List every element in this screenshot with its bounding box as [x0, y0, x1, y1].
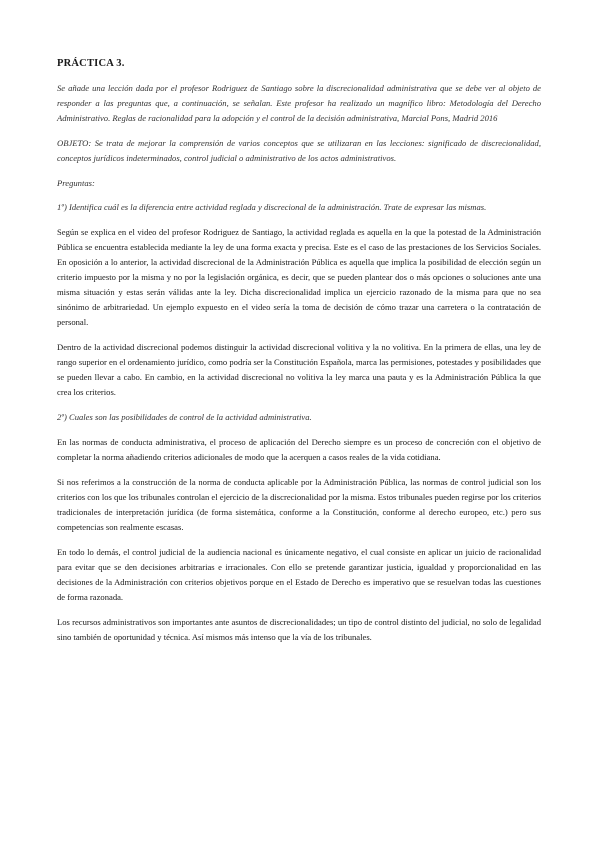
answer-2-paragraph-3: En todo lo demás, el control judicial de la audiencia nacional es únicamente negativo, el cual consiste en aplicar un juicio de racionalidad para evitar que se den decisiones arbitrarias e irracionales. Con ello se pretende garantizar justicia, igualdad y proporcionalidad en las decisiones de la Administración con criterios objetivos porque en el Estado de Derecho es imperativo que se resuelvan todas las cuestiones de forma razonada. — [57, 547, 541, 602]
answer-1-paragraph-2: Dentro de la actividad discrecional podemos distinguir la actividad discrecional volitiva y la no volitiva. En la primera de ellas, una ley de rango superior en el ordenamiento jurídico, como podría ser la Constitución Española, marca las permisiones, potestades y posibilidades que se pueden llevar a cabo. En cambio, en la actividad discrecional no volitiva la ley marca una pauta y es la Administración Pública la que crea los criterios. — [57, 342, 541, 397]
question-1: 1º) Identifica cuál es la diferencia entre actividad reglada y discrecional de la administración. Trate de expresar las mismas. — [57, 202, 487, 212]
question-2: 2º) Cuales son las posibilidades de control de la actividad administrativa. — [57, 412, 312, 422]
answer-2-paragraph-2: Si nos referimos a la construcción de la norma de conducta aplicable por la Administración Pública, las normas de control judicial son los criterios con los que los tribunales controlan el ejercicio de la discrecionalidad por la misma. Estos tribunales pueden regirse por los criterios tradicionales de interpretación jurídica (de forma sistemática, conforme a la Constitución, conforme al derecho europeo, etc.) pero sus competencias son realmente escasas. — [57, 477, 541, 532]
answer-2-paragraph-1: En las normas de conducta administrativa, el proceso de aplicación del Derecho siempre es un proceso de concreción con el objetivo de completar la norma añadiendo criterios adicionales de modo que la acerquen a casos reales de la vida cotidiana. — [57, 437, 541, 462]
document-body — [57, 58, 541, 655]
page-title: PRÁCTICA 3. — [57, 58, 125, 69]
answer-1-paragraph-1: Según se explica en el video del profesor Rodriguez de Santiago, la actividad reglada es aquella en la que la potestad de la Administración Pública se encuentra establecida mediante la ley de una forma exacta y precisa. Este es el caso de las prestaciones de los Servicios Sociales. En oposición a lo anterior, la actividad discrecional de la Administración Pública es aquella que implica la posibilidad de elección según un criterio impuesto por la misma y no por la legislación orgánica, es decir, que se pueden plantear dos o más opciones o soluciones ante una misma situación y estas serán válidas ante la ley. Dicha discrecionalidad implica un ejercicio razonado de la misma para que no sea sinónimo de arbitrariedad. Un ejemplo expuesto en el video sería la toma de decisión de cómo trazar una carretera o la contratación de personal. — [57, 227, 541, 327]
objective-paragraph: OBJETO: Se trata de mejorar la comprensión de varios conceptos que se utilizaran en las lecciones: significado de discrecionalidad, conceptos jurídicos indeterminados, control judicial o administrativo de los actos administrativos. — [57, 138, 541, 163]
questions-label: Preguntas: — [57, 178, 95, 188]
intro-paragraph: Se añade una lección dada por el profesor Rodriguez de Santiago sobre la discrecionalidad administrativa que se debe ver al objeto de responder a las preguntas que, a continuación, se señalan. Este profesor ha realizado un magnífico libro: Metodología del Derecho Administrativo. Reglas de racionalidad para la adopción y el control de la decisión administrativa, Marcial Pons, Madrid 2016 — [57, 83, 541, 123]
answer-2-paragraph-4: Los recursos administrativos son importantes ante asuntos de discrecionalidades; un tipo de control distinto del judicial, no solo de legalidad sino también de oportunidad y técnica. Así mismos más intenso que la vía de los tribunales. — [57, 617, 541, 642]
